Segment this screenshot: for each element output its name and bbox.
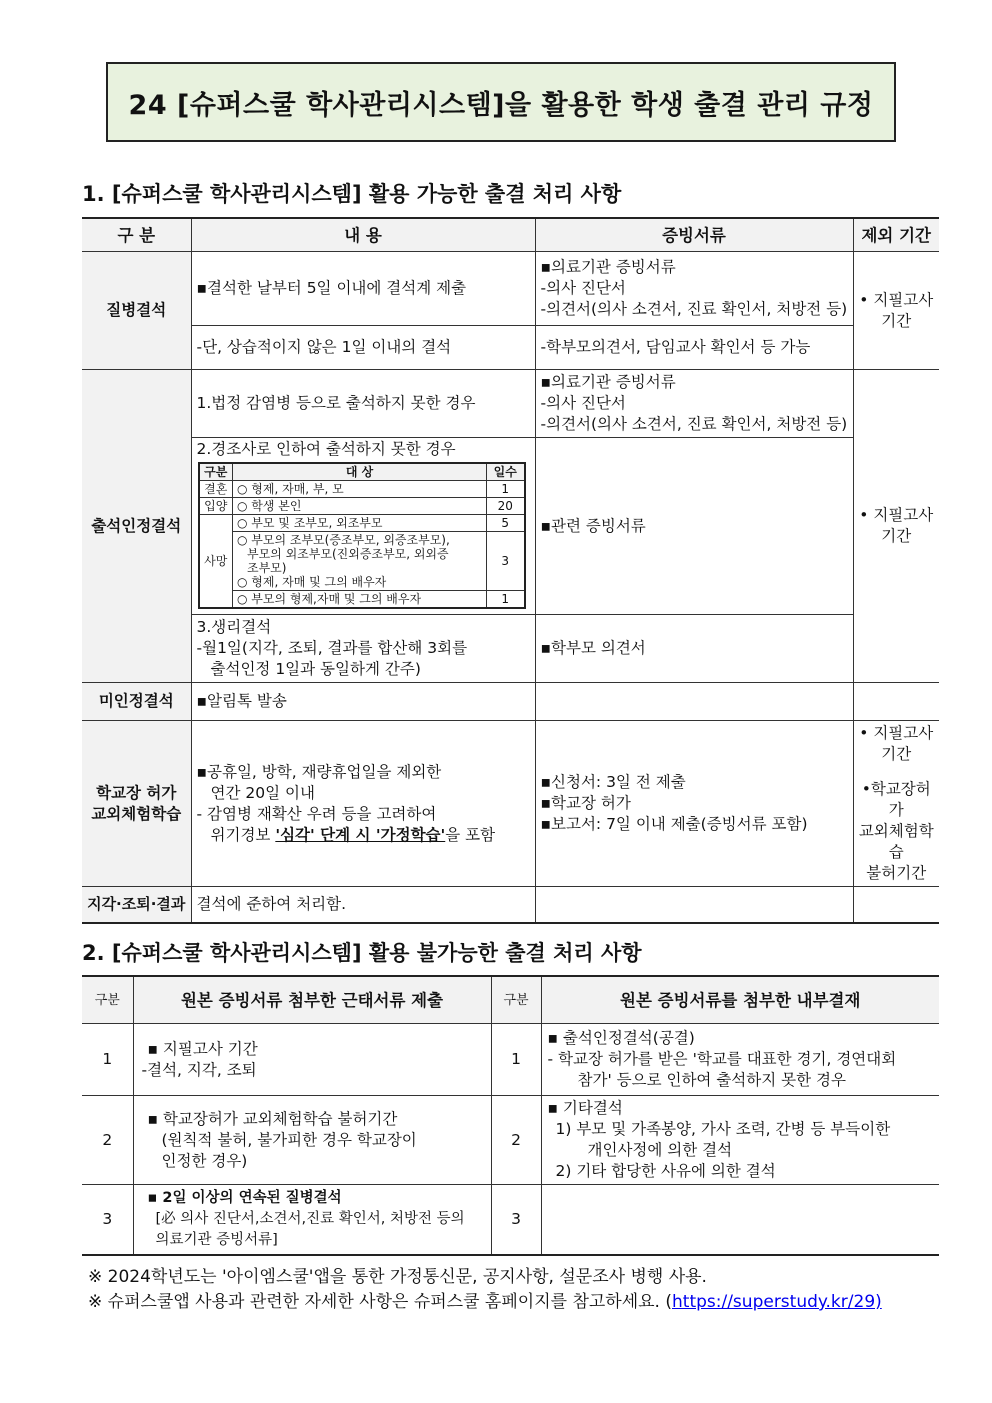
family-event-table: 구분 대 상 일수 결혼 ○ 형제, 자매, 부, 모 1 입양 ○ 학생 본인 20 사망 ○ 부모 및 조부모, 외조부모 5 ○ 부모의 조부모(증조부모, 외증조부모), 부모의 외조부모(진외증조부모, 외외증 조부모) ○ 형제, 자매 및 그의 배우자 3 ○ 부모의 형제,자매 및 그의 배우자 1 — [198, 462, 526, 609]
header-exclusion: 제외 기간 — [853, 218, 939, 252]
table-row: 2 ▪ 학교장허가 교외체험학습 불허기간 (원칙적 불허, 불가피한 경우 학교장이 인정한 경우) 2 ▪ 기타결석 1) 부모 및 가족봉양, 가사 조력, 간병 등 부득이한 개인사정에 의한 결석 2) 기타 합당한 사유에 의한 결석 — [82, 1096, 939, 1185]
approved-content1: 1.법정 감염병 등으로 출석하지 못한 경우 — [191, 370, 535, 438]
table-row — [82, 326, 939, 370]
table-header-row: 구분 원본 증빙서류 첨부한 근태서류 제출 구분 원본 증빙서류를 첨부한 내부결재 — [82, 976, 939, 1024]
category-field-trip: 학교장 허가 교외체험학습 — [82, 721, 191, 887]
illness-content1: ▪결석한 날부터 5일 이내에 결석계 제출 — [191, 252, 535, 326]
category-approved: 출석인정결석 — [82, 370, 191, 683]
illness-proof1: ▪의료기관 증빙서류 -의사 진단서 -의견서(의사 소견서, 진료 확인서, 처방전 등) — [535, 252, 853, 326]
note-superschool: ※ 슈퍼스쿨앱 사용과 관련한 자세한 사항은 슈퍼스쿨 홈페이지를 참고하세요. (https://superstudy.kr/29) — [88, 1292, 882, 1312]
table-row — [82, 370, 939, 438]
approved-content3: 3.생리결석 -월1일(지각, 조퇴, 결과를 합산해 3회를 출석인정 1일과 동일하게 간주) — [191, 615, 535, 683]
category-unapproved: 미인정결석 — [82, 683, 191, 721]
category-late: 지각·조퇴·결과 — [82, 887, 191, 923]
possible-attendance-table — [82, 217, 939, 924]
approved-proof3: ▪학부모 의견서 — [535, 615, 853, 683]
field-exclusion: • 지필고사 기간 •학교장허가 교외체험학습 불허기간 — [853, 721, 939, 887]
section2-heading: 2. [슈퍼스쿨 학사관리시스템] 활용 불가능한 출결 처리 사항 — [82, 941, 642, 965]
impossible-attendance-table — [82, 975, 939, 1256]
unapproved-content: ▪알림톡 발송 — [191, 683, 535, 721]
section1-heading: 1. [슈퍼스쿨 학사관리시스템] 활용 가능한 출결 처리 사항 — [82, 182, 622, 206]
field-proof: ▪신청서: 3일 전 제출 ▪학교장 허가 ▪보고서: 7일 이내 제출(증빙서류 포함) — [535, 721, 853, 887]
table-row — [82, 721, 939, 887]
illness-proof2: -학부모의견서, 담임교사 확인서 등 가능 — [535, 326, 853, 370]
approved-proof1: ▪의료기관 증빙서류 -의사 진단서 -의견서(의사 소견서, 진료 확인서, 처방전 등) — [535, 370, 853, 438]
table-row — [82, 683, 939, 721]
illness-content2: -단, 상습적이지 않은 1일 이내의 결석 — [191, 326, 535, 370]
approved-content2: 2.경조사로 인하여 출석하지 못한 경우 구분 대 상 일수 결혼 ○ 형제, 자매, 부, 모 1 입양 ○ 학생 본인 20 사망 ○ 부모 및 조부모, 외조부모 5 ○ 부모의 조부모(증조부모, 외증조부모), 부모의 외조부모(진외증조부모, 외외증 조부모) ○ 형제, 자매 및 그의 배우자 3 ○ 부모의 형제,자매 및 그의 배우자 1 — [191, 438, 535, 615]
category-illness: 질병결석 — [82, 252, 191, 370]
illness-exclusion: • 지필고사 기간 — [853, 252, 939, 370]
table-row — [82, 615, 939, 683]
footnotes — [88, 1265, 882, 1315]
table-row — [82, 438, 939, 615]
late-content: 결석에 준하여 처리함. — [191, 887, 535, 923]
superstudy-link[interactable]: https://superstudy.kr/29) — [672, 1292, 882, 1312]
field-content: ▪공휴일, 방학, 재량휴업일을 제외한 연간 20일 이내 - 감염병 재확산 우려 등을 고려하여 위기경보 '심각' 단계 시 '가정학습'을 포함 — [191, 721, 535, 887]
note-iamschool: ※ 2024학년도는 '아이엠스쿨'앱을 통한 가정통신문, 공지사항, 설문조사 병행 사용. — [88, 1267, 707, 1287]
table-row: 1 ▪ 지필고사 기간 -결석, 지각, 조퇴 1 ▪ 출석인정결석(공결) - 학교장 허가를 받은 '학교를 대표한 경기, 경연대회 참가' 등으로 인하여 출석하지 못한 경우 — [82, 1024, 939, 1096]
table-row — [82, 887, 939, 923]
table-header-row — [82, 218, 939, 252]
table-row — [82, 252, 939, 326]
approved-exclusion: • 지필고사 기간 — [853, 370, 939, 683]
page-title: 24 [슈퍼스쿨 학사관리시스템]을 활용한 학생 출결 관리 규정 — [106, 62, 896, 142]
approved-proof2: ▪관련 증빙서류 — [535, 438, 853, 615]
header-content: 내 용 — [191, 218, 535, 252]
table-row: 3 ▪ 2일 이상의 연속된 질병결석 [必 의사 진단서,소견서,진료 확인서, 처방전 등의 의료기관 증빙서류] 3 — [82, 1185, 939, 1256]
header-proof: 증빙서류 — [535, 218, 853, 252]
header-category: 구 분 — [82, 218, 191, 252]
